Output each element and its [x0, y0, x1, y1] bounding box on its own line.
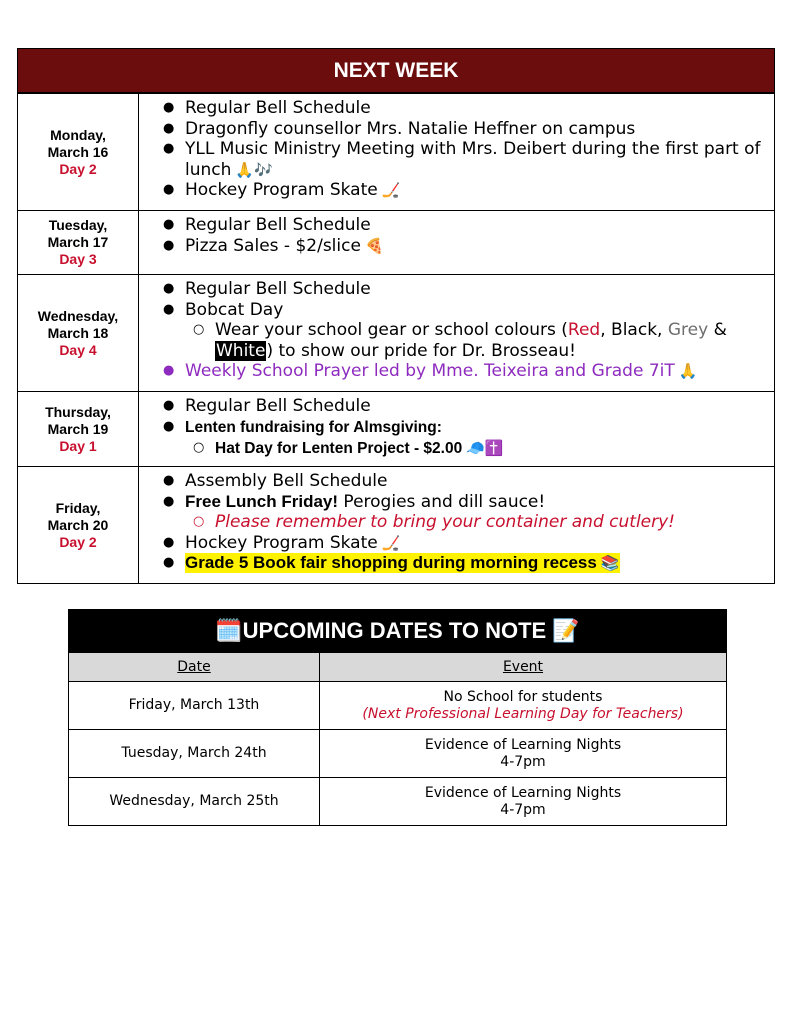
day-date: March 18 [47, 324, 109, 341]
day-number: Day 2 [59, 533, 97, 550]
day-content [139, 467, 774, 583]
day-row-tuesday [18, 210, 774, 274]
day-name: Wednesday, [37, 307, 119, 324]
upcoming-title: 🗓️UPCOMING DATES TO NOTE 📝 [69, 610, 726, 652]
row-date: Tuesday, March 24th [69, 730, 320, 777]
day-name: Tuesday, [48, 217, 108, 233]
hat-cross-icon: 🧢✝️ [466, 439, 504, 457]
list-item: ● Pizza Sales - $2/slice 🍕 [185, 236, 762, 257]
column-header-event: Event [502, 659, 544, 675]
day-number: Day 1 [59, 437, 97, 454]
row-date: Friday, March 13th [69, 682, 320, 729]
list-item: ● Regular Bell Schedule [185, 396, 762, 417]
list-item: ● Dragonfly counsellor Mrs. Natalie Heffner on campus [185, 119, 762, 140]
day-cell [18, 94, 139, 210]
list-item: ● Hockey Program Skate 🏒 [185, 533, 762, 554]
pray-music-icon: 🙏🎶 [235, 160, 273, 179]
day-name: Monday, [50, 126, 106, 143]
day-date: March 16 [47, 143, 109, 160]
list-item: ● YLL Music Ministry Meeting with Mrs. Deibert during the first part of lunch 🙏🎶 [185, 139, 762, 180]
list-item: ● Assembly Bell Schedule [185, 471, 762, 492]
list-item-prayer: ● Weekly School Prayer led by Mme. Teixeira and Grade 7iT 🙏 [185, 361, 762, 382]
day-cell [18, 211, 139, 274]
day-row-friday [18, 466, 774, 583]
day-number: Day 2 [59, 160, 97, 177]
table-row [69, 681, 726, 729]
day-content [139, 94, 774, 210]
next-week-table [17, 48, 775, 584]
hockey-icon: 🏒 [381, 533, 401, 552]
row-date: Wednesday, March 25th [69, 778, 320, 825]
row-event: Evidence of Learning Nights 4-7pm [424, 736, 622, 770]
day-cell [18, 392, 139, 466]
sub-list-item: ○ Wear your school gear or school colours (Red, Black, Grey & White) to show our pride for Dr. Brosseau! [215, 320, 762, 361]
column-header-date: Date [69, 653, 320, 681]
day-date: March 20 [47, 516, 109, 533]
upcoming-dates-table [68, 609, 727, 826]
list-item: ● Hockey Program Skate 🏒 [185, 180, 762, 201]
books-icon: 📚 [600, 554, 620, 572]
list-item: ● Lenten fundraising for Almsgiving: ○ Hat Day for Lenten Project - $2.00 🧢✝️ [185, 417, 762, 460]
pray-icon: 🙏 [678, 362, 698, 380]
day-cell [18, 467, 139, 583]
list-item: ● Bobcat Day ○ Wear your school gear or school colours (Red, Black, Grey & White) to show our pride for Dr. Brosseau! [185, 300, 762, 362]
list-item: ● Free Lunch Friday! Perogies and dill sauce! ○ Please remember to bring your container and cutlery! [185, 492, 762, 533]
table-row [69, 777, 726, 825]
list-item-book-fair: ● Grade 5 Book fair shopping during morning recess 📚 [185, 553, 762, 574]
day-name: Thursday, [45, 403, 111, 420]
calendar-icon: 🗓️ [215, 618, 243, 643]
pizza-icon: 🍕 [364, 236, 384, 255]
upcoming-column-headers [69, 652, 726, 681]
list-item: ● Regular Bell Schedule [185, 98, 762, 119]
day-number: Day 3 [59, 251, 97, 267]
day-number: Day 4 [59, 341, 97, 358]
day-content [139, 211, 774, 274]
row-event: No School for students (Next Professional Learning Day for Teachers) [362, 688, 684, 722]
day-row-monday [18, 93, 774, 210]
day-date: March 17 [47, 234, 109, 250]
sub-list-item: ○ Please remember to bring your container and cutlery! [215, 512, 762, 533]
day-row-thursday [18, 391, 774, 466]
hockey-icon: 🏒 [381, 181, 401, 199]
table-row [69, 729, 726, 777]
day-content [139, 392, 774, 466]
list-item: ● Regular Bell Schedule [185, 279, 762, 300]
day-cell [18, 275, 139, 391]
memo-icon: 📝 [552, 618, 580, 643]
list-item: ● Regular Bell Schedule [185, 215, 762, 236]
day-name: Friday, [55, 499, 101, 516]
day-date: March 19 [47, 420, 109, 437]
day-row-wednesday [18, 274, 774, 391]
row-event: Evidence of Learning Nights 4-7pm [424, 784, 622, 818]
sub-list-item: ○ Hat Day for Lenten Project - $2.00 🧢✝️ [215, 438, 762, 460]
day-content [139, 275, 774, 391]
next-week-title: NEXT WEEK [18, 49, 774, 93]
